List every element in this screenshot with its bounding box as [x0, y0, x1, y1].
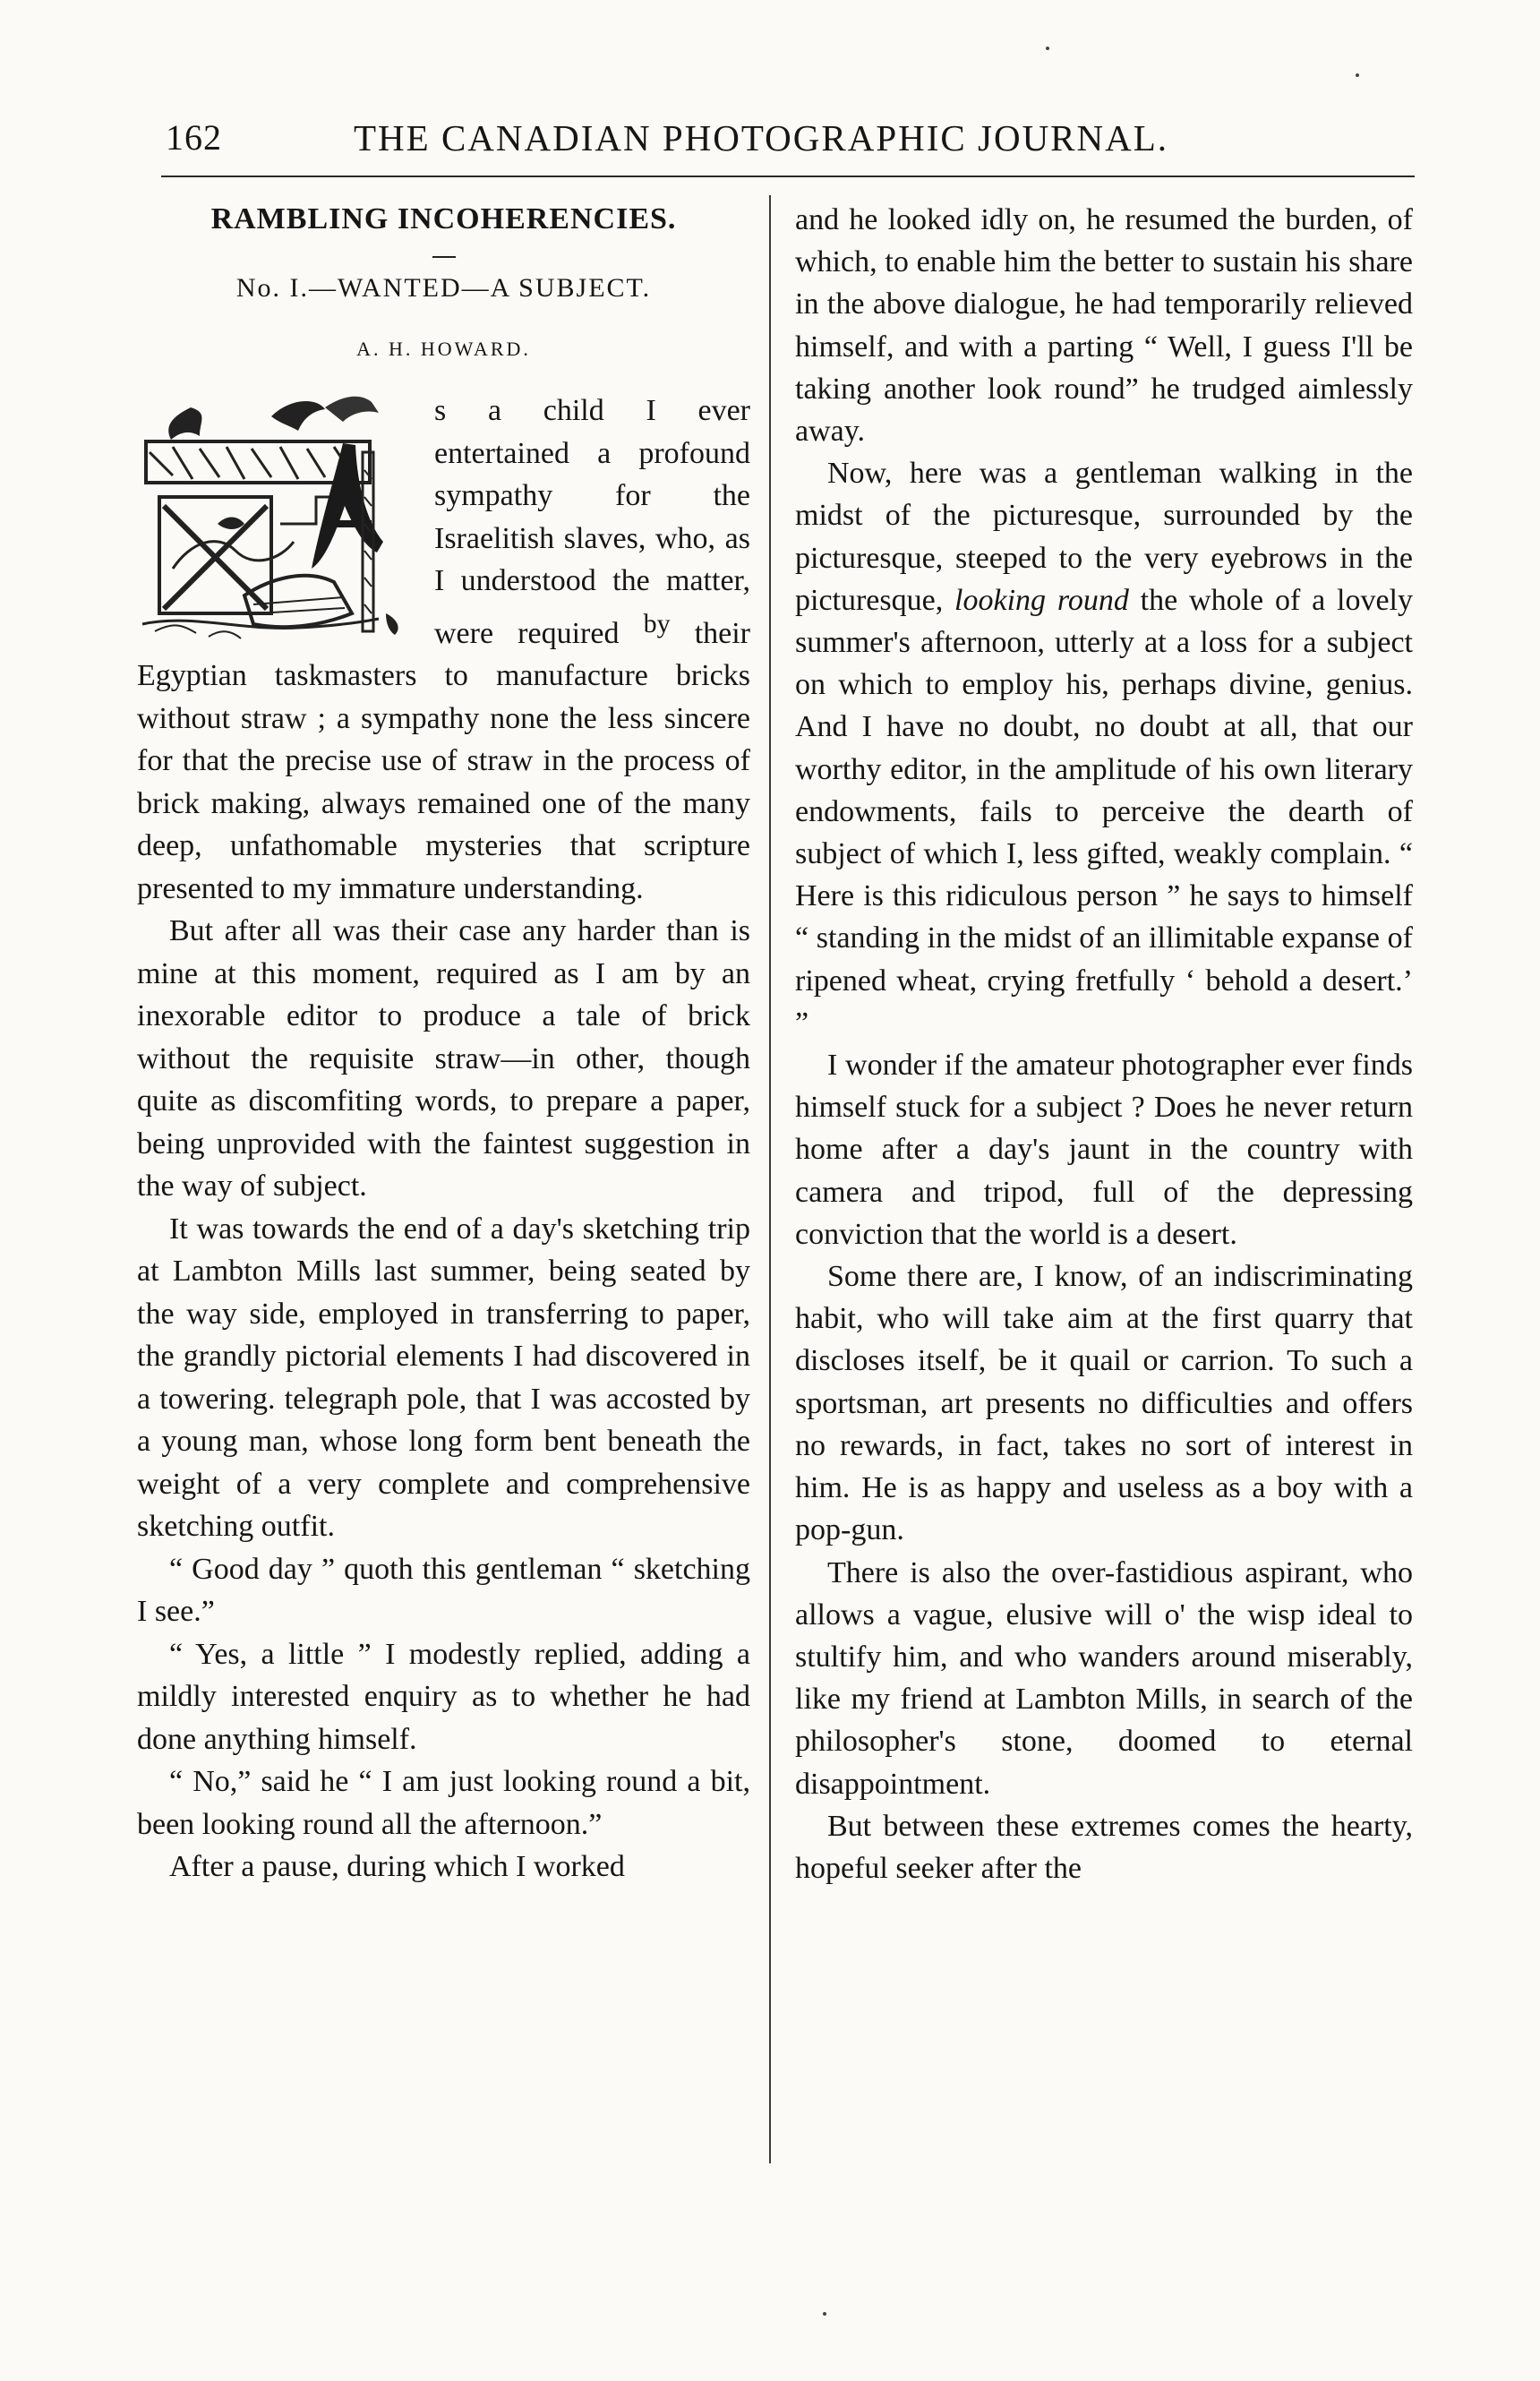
paragraph-1-text-a: were required — [434, 616, 620, 650]
raised-by: by — [643, 608, 671, 638]
italic-phrase: looking round — [954, 583, 1129, 617]
right-column — [795, 199, 1413, 1889]
column-divider — [769, 195, 771, 2163]
paragraph-12: There is also the over-fastidious aspirant, who allows a vague, elusive will o' the wisp ideal to stultify him, and who wanders around miserably, like my friend at Lambton Mills, in search of the philosopher's stone, doomed to eternal disappointment. — [795, 1555, 1413, 1801]
page-number: 162 — [166, 117, 222, 158]
paragraph-3: It was towards the end of a day's sketching trip at Lambton Mills last summer, being seated by the way side, employed in transferring to paper, the grandly pictorial elements I had discovered in a towering. telegraph pole, that I was accosted by a young man, whose long form bent beneath the weight of a very complete and comprehensive sketching outfit. — [137, 1212, 750, 1543]
left-column — [137, 199, 750, 1889]
paragraph-4: “ Good day ” quoth this gentleman “ sketching I see.” — [137, 1552, 750, 1628]
paragraph-11: Some there are, I know, of an indiscriminating habit, who will take aim at the first quarry that discloses itself, be it quail or carrion. To such a sportsman, art presents no difficulties and offers no rewards, in fact, takes no sort of interest in him. He is as happy and useless as a boy with a pop-gun. — [795, 1260, 1413, 1547]
paragraph-9 — [795, 452, 1413, 1044]
title-dash — [432, 256, 456, 258]
article-subtitle: No. I.—WANTED—A SUBJECT. — [235, 273, 652, 303]
paragraph-8: and he looked idly on, he resumed the burden, of which, to enable him the better to sustain his share in the above dialogue, he had temporarily relieved himself, and with a parting “ Well, I guess I'll be taking another look round” he trudged aimlessly away. — [795, 203, 1413, 449]
paragraph-13: But between these extremes comes the hearty, hopeful seeker after the — [795, 1809, 1413, 1885]
paragraph-2: But after all was their case any harder than is mine at this moment, required as I am by an inexorable editor to produce a tale of brick without the requisite straw—in other, though quite as discomfiting words, to prepare a paper, being unprovided with the faintest suggestion in the way of subject. — [137, 914, 750, 1203]
paragraph-6: “ No,” said he “ I am just looking round a bit, been looking round all the afternoon.” — [137, 1765, 750, 1841]
paragraph-9-text-b: the whole of a lovely summer's afternoon, utterly at a loss for a subject on which to employ his, perhaps divine, genius. And I have no doubt, no doubt at all, that our worthy editor, in the amplitude of his own literary endowments, fails to perceive the dearth of subject of which I, less gifted, weakly complain. “ Here is this ridiculous person ” he says to himself “ standing in the midst of an illimitable expanse of ripened wheat, crying fretfully ‘ behold a desert.’ ” — [795, 583, 1413, 1040]
ornamental-drop-cap-icon — [137, 390, 422, 651]
running-title: THE CANADIAN PHOTOGRAPHIC JOURNAL. — [354, 117, 1169, 158]
opening-paragraph-block — [137, 390, 750, 910]
article-title: RAMBLING INCOHERENCIES. — [210, 202, 677, 236]
paragraph-5: “ Yes, a little ” I modestly replied, adding a mildly interested enquiry as to whether he had done anything himself. — [137, 1637, 750, 1756]
paragraph-1-text-b: their Egyptian taskmasters to manufacture bricks without straw ; a sympathy none the less sincere for that the precise use of straw in the process of brick making, always remained one of the many deep, unfathomable mysteries that scripture presented to my immature understanding. — [137, 616, 751, 905]
page-speck — [823, 2312, 826, 2316]
page-header — [166, 106, 1415, 168]
paragraph-1-wrapped-text: s a child I ever entertained a profound sympathy for the Israelitish slaves, who, as I understood the matter, — [434, 394, 750, 597]
paragraph-7: After a pause, during which I worked — [169, 1850, 625, 1883]
paragraph-10: I wonder if the amateur photographer ever finds himself stuck for a subject ? Does he never return home after a day's jaunt in the country with camera and tripod, full of the depressing conviction that the world is a desert. — [795, 1049, 1413, 1251]
page-speck — [1046, 47, 1049, 50]
paragraph-9-text-a: Now, here was a gentleman walking in the midst of the picturesque, surrounded by the picturesque, steeped to the very eyebrows in the picturesque, — [795, 457, 1413, 617]
article-author: A. H. HOWARD. — [356, 337, 531, 360]
header-rule — [161, 176, 1415, 177]
page-speck — [1356, 73, 1359, 77]
